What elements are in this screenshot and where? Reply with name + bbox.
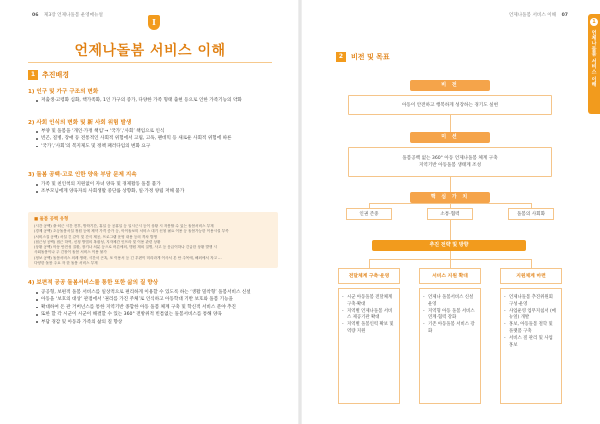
sub-1-bullets bbox=[36, 97, 286, 104]
strategy-item: - 언제나 돌봄서비스 신설 운영 bbox=[423, 295, 477, 309]
vision-box bbox=[348, 95, 552, 115]
note-list bbox=[34, 224, 272, 266]
vision-text: 아동이 안전하고 행복하게 성장하는 경기도 실현 bbox=[401, 102, 499, 108]
mission-text-2: 지역기반 아동돌봄 생태계 조성 bbox=[418, 163, 482, 168]
strategy-item: - 언제나돌봄 추진위원회 구성·운영 bbox=[504, 295, 558, 309]
chapter-title: 언제나돌봄 서비스 이해 bbox=[74, 43, 226, 59]
sub-4-bullets bbox=[36, 289, 286, 326]
strategy-item: - 기존 아동돌봄 서비스 강화 bbox=[423, 322, 477, 336]
note-item: (접근성 공백) 접근 하여, 신청 방법의 복잡성, 지자체간 인프라 및 이용 관련 상황 bbox=[34, 239, 161, 244]
connector bbox=[450, 220, 451, 240]
strategy-item: - 서비스 질 관리 및 사업 홍보 bbox=[504, 336, 558, 350]
bullet: 부양 및 돌봄을 ‘개인·가정 책임’→ ‘국가’,‘사회’ 책임으로 인식 bbox=[36, 128, 286, 135]
strategy-item: - 사업운영 업무지침서 (매뉴얼) 개발 bbox=[504, 309, 558, 323]
strategy-column-3 bbox=[500, 288, 562, 404]
chapter-side-tab bbox=[588, 14, 600, 114]
sub-heading-4: 4) 보편적 공공 돌봄서비스를 통한 또한 삶의 질 향상 bbox=[28, 280, 159, 286]
strategy-item: - 시군 아동돌봄 전달체계 구축·확대 bbox=[342, 295, 396, 309]
bullet: 공공형, 보편적 돌봄 서비스를 일상적으로 편리하게 이용할 수 있도록 하는 ‘생활 밀착형’ 돌봄서비스 신설 bbox=[36, 289, 286, 296]
section-1-heading bbox=[28, 70, 69, 80]
mission-text-1: 돌봄공백 없는 360° 아동 언제나돌봄 체계 구축 bbox=[402, 156, 498, 161]
note-item: (시간 공백) 출·퇴근 시간 전후, 방학기간, 휴일 등 공휴일 등 일시근시 등이 상황 시 자봉할 수 있는 돌봄서비스 부재 bbox=[34, 224, 214, 228]
strategy-column-2-head: 서비스 지원 확대 bbox=[419, 268, 481, 284]
page-number-right: 07 bbox=[561, 13, 568, 18]
running-head-left bbox=[28, 12, 103, 18]
note-title: ■ 돌봄 공백 유형 bbox=[34, 217, 69, 222]
bullet: 빈곤, 질병, 장애 등 전통적인 사회적 위험에서 고립, 고독, 팬데믹 등 새로운 사회적 위험에 따른 bbox=[36, 135, 286, 142]
bullet: 부담 경감 및 아동과 가족의 삶의 질 향상 bbox=[36, 319, 286, 326]
connector bbox=[450, 115, 451, 132]
strategy-label: 추진 전략 및 방향 bbox=[372, 240, 526, 251]
page-number-left: 06 bbox=[32, 13, 39, 18]
value-box-1: 인권 존중 bbox=[346, 208, 392, 220]
vision-label: 비 전 bbox=[410, 80, 490, 91]
section-2-title: 비전 및 목표 bbox=[351, 53, 390, 61]
strategy-column-1-list bbox=[342, 295, 396, 336]
bullet: 저출생·고령화 심화, 핵가족화, 1인 가구의 증가, 다양한 가족 형태 출현 등으로 인한 가족기능의 약화 bbox=[36, 97, 286, 104]
side-tab-text: 언제나돌봄 서비스 이해 bbox=[590, 30, 597, 88]
sub-2-bullets bbox=[36, 128, 286, 150]
bullet: 가족 및 친인척의 지원없이 자녀 양육 및 경제활동 돌봄 불가 bbox=[36, 181, 286, 188]
section-2-number: 2 bbox=[336, 52, 346, 62]
strategy-item: - 홍보, 아동돌봄 철학 및 플랫폼 구축 bbox=[504, 322, 558, 336]
value-box-2: 소통·협력 bbox=[427, 208, 473, 220]
side-tab-number: 1 bbox=[590, 18, 598, 26]
right-page bbox=[300, 0, 600, 424]
title-divider bbox=[28, 62, 272, 63]
section-1-number: 1 bbox=[28, 70, 38, 80]
section-1-title: 추진배경 bbox=[42, 71, 70, 79]
strategy-item: - 지역별 언제나돌봄 서비스 제공기관 확대 bbox=[342, 309, 396, 323]
sub-heading-1: 1) 인구 및 가구 구조의 변화 bbox=[28, 89, 99, 95]
connector bbox=[450, 251, 451, 259]
note-item: (경제 공백) 초등돌봄서설 정원 등에 제약 가격 증가 등, 아이돌보미 서비스 대기 신청 필요 이용 등 돌봄가능한 이용시설 부족 bbox=[34, 229, 229, 234]
strategy-item: - 지역별 돌봄인력 확보 및 역량 지원 bbox=[342, 322, 396, 336]
mission-box bbox=[348, 147, 552, 177]
chapter-badge: I bbox=[148, 15, 160, 30]
note-item: (상황 공백) 아동 안전성 질환, 장기나 처분 등으로 어른에의, 병원 재외 질병, 사고 등 응급이하나 긴급한 상황 발생 시 bbox=[34, 245, 218, 250]
bullet: 또한 할 각 시군이 시군이 해결할 수 있는 360° 전방위적 빈틈없는 돌봄서비스를 통해 양육 bbox=[36, 311, 286, 318]
running-head-right-title: 언제나돌봄 서비스 이해 bbox=[508, 13, 557, 18]
core-values-label: 핵 심 가 치 bbox=[410, 192, 490, 203]
bullet: 확대하여 돈 관 거버넌스를 통한 지역기반 종합한 아동 돌봄 체계 구축 및 학신적 서비스 분야 추진 bbox=[36, 304, 286, 311]
strategy-column-2-list bbox=[423, 295, 477, 336]
connector bbox=[450, 259, 451, 268]
sub-heading-2: 2) 사회 인식의 변화 및 新 사회 위험 발생 bbox=[28, 120, 132, 126]
note-item: 다양한 돌봄 주요 자 한 돌봄 서비스 부재 bbox=[34, 261, 98, 266]
mission-label: 미 션 bbox=[410, 132, 490, 143]
strategy-column-1 bbox=[338, 288, 400, 404]
sub-heading-3: 3) 돌봄 공백·고로 인한 양육 부담 문제 지속 bbox=[28, 172, 137, 178]
connector bbox=[531, 259, 532, 268]
value-box-3: 돌봄의 사회화 bbox=[508, 208, 554, 220]
strategy-column-3-head: 지원체계 마련 bbox=[500, 268, 562, 284]
connector bbox=[369, 259, 370, 268]
running-head-left-title: 제3장 언제나돌봄 운영매뉴얼 bbox=[43, 13, 103, 18]
sub-3-bullets bbox=[36, 181, 286, 196]
note-item: 사회돌봄이나 주 긴장이 돌봄 서비스 이용 불가 bbox=[34, 250, 107, 255]
note-item: (서비스질 공백) 서설 긴 같이 및 간식 제공, 프로그램 운영 내용 등의 격차 발생 bbox=[34, 234, 157, 239]
connector bbox=[450, 177, 451, 192]
bullet: 조부모님에게 양육자의 사회생활 중단률 상향화, 일·가정 양립 저해 불가 bbox=[36, 188, 286, 195]
strategy-column-1-head: 전달체계 구축·운영 bbox=[338, 268, 400, 284]
strategy-item: - 지역형 아동 돌봄 서비스 연계·협력 강화 bbox=[423, 309, 477, 323]
strategy-column-2 bbox=[419, 288, 481, 404]
care-gap-note-box bbox=[28, 212, 278, 268]
strategy-column-3-list bbox=[504, 295, 558, 349]
bullet: ‘국가’,‘사회’의 복지제도 및 정책 패러다임의 변화 요구 bbox=[36, 143, 286, 150]
bullet: 아동을 ‘보호의 대상’ 관점에서 ‘권리를 가진 주체’로 인식하고 아동학대 기반 보호와 돌봄 기능을 bbox=[36, 296, 286, 303]
section-2-heading bbox=[336, 52, 390, 62]
running-head-right bbox=[509, 12, 572, 18]
note-item: (정보 공백) 돌봄서비스 의례 생략, 시간서 곤혹, 포 이용서 등 긴 우편이 미리라게 이사서 본 안 주목에, 해외에서 자고 ... bbox=[34, 255, 222, 260]
